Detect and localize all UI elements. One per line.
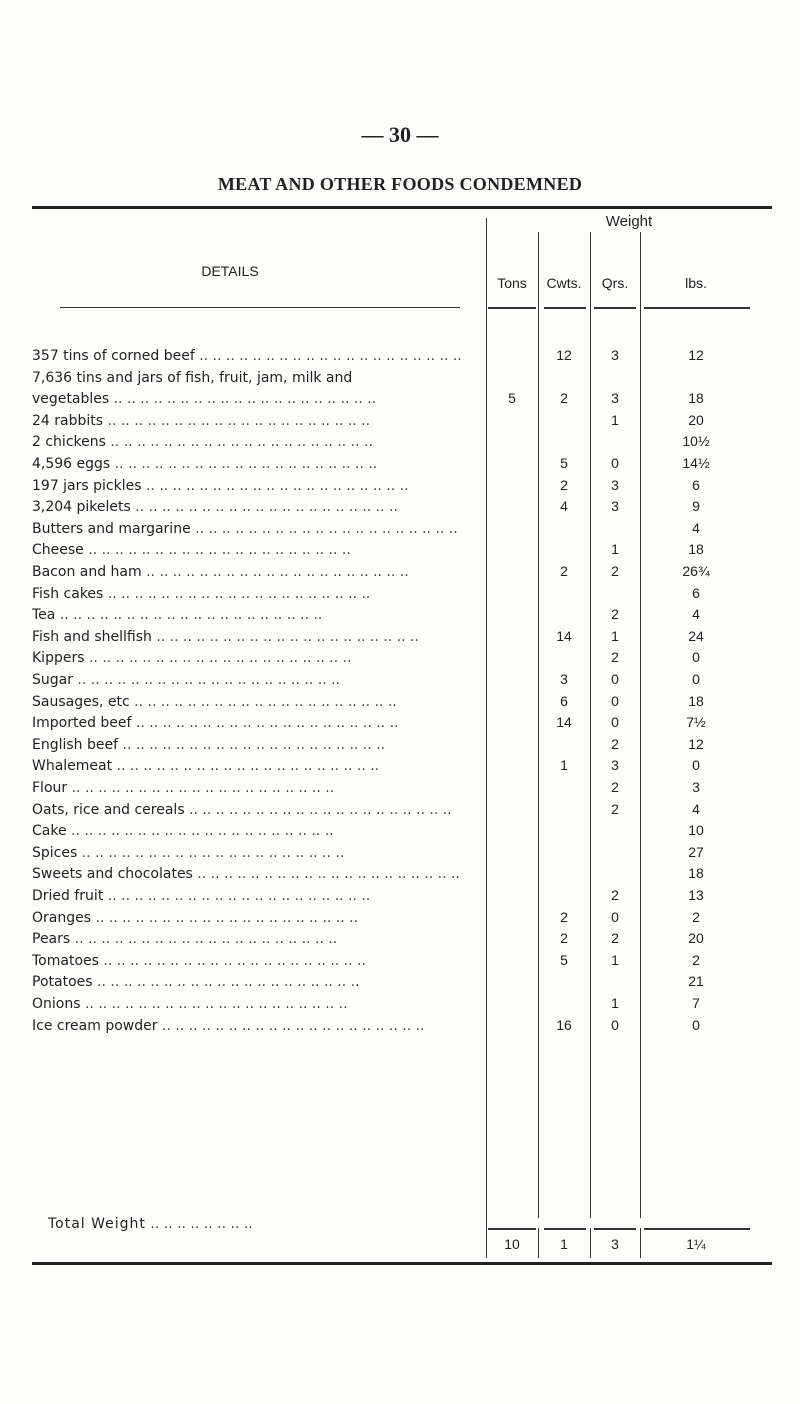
- row-lbs: 10½: [682, 433, 710, 450]
- row-lbs: 7: [692, 995, 700, 1011]
- row-detail: Cake: [32, 823, 67, 840]
- row-lbs: 2: [692, 951, 700, 968]
- row-qrs: 0: [611, 1016, 619, 1033]
- row-qrs: 2: [611, 606, 619, 623]
- row-lbs: 6: [692, 584, 700, 601]
- header-cwts: Cwts.: [546, 275, 582, 291]
- row-lbs: 18: [688, 692, 704, 709]
- row-detail: Pears: [32, 931, 71, 948]
- total-lbs: 1¼: [686, 1236, 706, 1252]
- row-detail: Imported beef: [32, 715, 132, 732]
- divider-details: [486, 218, 487, 1218]
- row-qrs: 1: [611, 951, 619, 968]
- row-lbs: 21: [688, 973, 704, 990]
- row-cwts: 2: [560, 908, 568, 925]
- row-lbs: 7½: [686, 714, 706, 731]
- row-lbs: 13: [688, 887, 704, 903]
- row-lbs: 18: [688, 865, 704, 882]
- row-lbs: 10: [688, 822, 704, 839]
- row-qrs: 2: [611, 649, 619, 666]
- row-lbs: 4: [692, 606, 700, 623]
- row-detail: Onions: [32, 996, 81, 1012]
- row-cwts: 2: [560, 930, 568, 947]
- row-qrs: 1: [611, 627, 619, 644]
- row-detail: Fish and shellfish: [32, 628, 152, 645]
- row-cwts: 2: [560, 563, 568, 579]
- row-detail: 3,204 pikelets: [32, 499, 131, 516]
- row-detail: 357 tins of corned beef: [32, 348, 195, 364]
- row-cwts: 12: [556, 347, 572, 363]
- row-qrs: 0: [611, 455, 619, 471]
- total-rule-lbs: [644, 1228, 750, 1230]
- row-detail: Spices: [32, 844, 78, 861]
- row-qrs: 1: [611, 411, 619, 428]
- row-detail: Flour: [32, 780, 68, 796]
- row-detail: 2 chickens: [32, 434, 106, 451]
- row-lbs: 9: [692, 498, 700, 515]
- row-qrs: 1: [611, 541, 619, 558]
- row-detail: English beef: [32, 736, 119, 753]
- row-tons: 5: [508, 390, 516, 407]
- row-qrs: 0: [611, 671, 619, 687]
- row-lbs: 0: [692, 649, 700, 666]
- bottom-rule: [32, 1262, 772, 1265]
- total-label: Total Weight: [48, 1216, 146, 1232]
- page-title: MEAT AND OTHER FOODS CONDEMNED: [217, 174, 583, 194]
- row-cwts: 5: [560, 455, 568, 471]
- row-cwts: 2: [560, 476, 568, 493]
- header-tons: Tons: [497, 275, 527, 291]
- row-lbs: 20: [688, 411, 704, 428]
- header-rule-cwts: [544, 307, 586, 309]
- total-qrs: 3: [611, 1236, 619, 1252]
- row-lbs: 24: [688, 627, 704, 644]
- row-lbs: 0: [692, 671, 700, 687]
- row-lbs: 14½: [682, 455, 710, 471]
- total-rule-qrs: [594, 1228, 636, 1230]
- row-cwts: 1: [560, 757, 568, 774]
- row-qrs: 3: [611, 390, 619, 407]
- row-cwts: 3: [560, 671, 568, 687]
- row-qrs: 2: [611, 887, 619, 903]
- header-rule-lbs: [644, 307, 750, 309]
- row-lbs: 27: [688, 843, 704, 860]
- row-detail: Whalemeat: [32, 758, 113, 775]
- total-tons: 10: [504, 1236, 520, 1252]
- tons-bottom-tick: [538, 1228, 539, 1258]
- row-lbs: 12: [688, 347, 704, 363]
- row-detail: Bacon and ham: [32, 564, 142, 580]
- row-lbs: 2: [692, 908, 700, 925]
- row-detail: Sugar: [32, 672, 73, 688]
- row-qrs: 0: [611, 908, 619, 925]
- row-qrs: 0: [611, 714, 619, 731]
- header-lbs: lbs.: [685, 275, 707, 291]
- row-qrs: 2: [611, 779, 619, 795]
- top-rule: [32, 206, 772, 209]
- row-cwts: 5: [560, 951, 568, 968]
- row-qrs: 1: [611, 995, 619, 1011]
- row-qrs: 2: [611, 800, 619, 817]
- row-detail: Dried fruit: [32, 888, 104, 904]
- row-qrs: 2: [611, 930, 619, 947]
- row-qrs: 3: [611, 498, 619, 515]
- row-detail: 197 jars pickles: [32, 477, 142, 494]
- row-qrs: 2: [611, 563, 619, 579]
- row-lbs: 12: [688, 735, 704, 752]
- row-qrs: 0: [611, 692, 619, 709]
- row-detail: Cheese: [32, 542, 84, 559]
- qrs-bottom-tick: [640, 1228, 641, 1258]
- row-detail: Potatoes: [32, 974, 93, 991]
- row-lbs: 4: [692, 800, 700, 817]
- details-bottom-tick: [486, 1218, 487, 1258]
- row-cwts: 14: [556, 627, 572, 644]
- row-detail: 24 rabbits: [32, 412, 104, 429]
- row-lbs: 26¾: [682, 563, 710, 579]
- row-detail: Butters and margarine: [32, 520, 191, 537]
- row-lbs: 20: [688, 930, 704, 947]
- row-detail: Oranges: [32, 909, 92, 926]
- row-detail: Oats, rice and cereals: [32, 801, 185, 818]
- row-detail: 4,596 eggs: [32, 456, 111, 472]
- row-lbs: 18: [688, 390, 704, 407]
- row-detail: Sausages, etc: [32, 693, 130, 710]
- row-lbs: 6: [692, 476, 700, 493]
- header-qrs: Qrs.: [601, 275, 629, 291]
- row-detail: Tea: [32, 607, 56, 624]
- row-lbs: 0: [692, 1016, 700, 1033]
- row-lbs: 3: [692, 779, 700, 795]
- row-detail: Tomatoes: [32, 952, 99, 969]
- row-qrs: 3: [611, 757, 619, 774]
- row-lbs: 0: [692, 757, 700, 774]
- row-qrs: 3: [611, 476, 619, 493]
- header-details: DETAILS: [201, 263, 259, 279]
- row-detail: Ice cream powder: [32, 1017, 158, 1034]
- header-rule-details: [60, 307, 460, 308]
- header-rule-tons: [488, 307, 536, 309]
- row-qrs: 3: [611, 347, 619, 363]
- total-rule-cwts: [544, 1228, 586, 1230]
- row-cwts: 16: [556, 1016, 572, 1033]
- row-cwts: 6: [560, 692, 568, 709]
- row-detail: 7,636 tins and jars of fish, fruit, jam, milk and: [32, 369, 353, 386]
- header-rule-qrs: [594, 307, 636, 309]
- row-detail: vegetables: [32, 391, 110, 408]
- row-qrs: 2: [611, 735, 619, 752]
- row-detail: Kippers: [32, 650, 85, 667]
- page-number: — 30 —: [361, 122, 439, 147]
- row-lbs: 18: [688, 541, 704, 558]
- total-cwts: 1: [560, 1236, 568, 1252]
- row-lbs: 4: [692, 519, 700, 536]
- header-weight: Weight: [605, 213, 653, 230]
- cwts-bottom-tick: [590, 1228, 591, 1258]
- row-cwts: 2: [560, 390, 568, 407]
- row-cwts: 4: [560, 498, 568, 515]
- row-detail: Fish cakes: [32, 585, 104, 602]
- row-cwts: 14: [556, 714, 572, 731]
- row-detail: Sweets and chocolates: [32, 866, 193, 883]
